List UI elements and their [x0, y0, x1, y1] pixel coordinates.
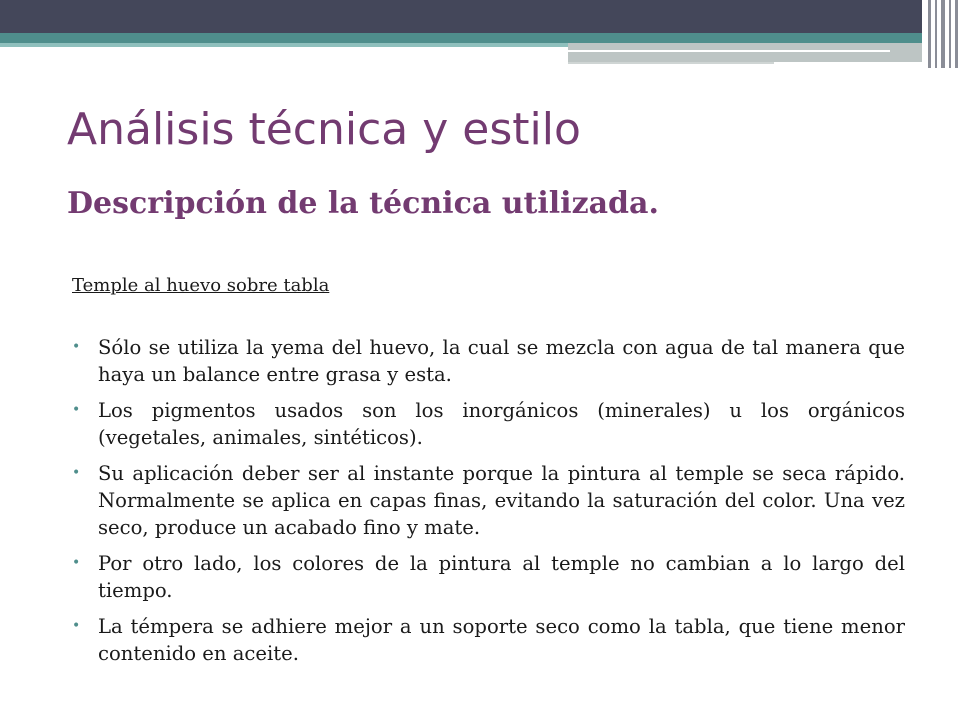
bullet-list: [72, 334, 905, 676]
header-rule-gray-thin: [568, 62, 774, 64]
bullet-icon: •: [72, 465, 81, 481]
bullet-text: La témpera se adhiere mejor a un soporte seco como la tabla, que tiene menor contenido en aceite.: [98, 615, 905, 665]
header-accent-bar: [0, 33, 922, 43]
bullet-icon: •: [72, 555, 81, 571]
bullet-icon: •: [72, 339, 81, 355]
list-item: [72, 613, 905, 667]
section-heading: Temple al huevo sobre tabla: [72, 275, 330, 296]
bullet-text: Los pigmentos usados son los inorgánicos (minerales) u los orgánicos (vegetales, animales, sintéticos).: [98, 399, 905, 449]
list-item: [72, 397, 905, 451]
list-item: [72, 550, 905, 604]
slide-title: Análisis técnica y estilo: [67, 104, 581, 155]
corner-stripes-decoration: [922, 0, 960, 68]
list-item: [72, 334, 905, 388]
header-accent-line: [0, 43, 568, 47]
bullet-icon: •: [72, 618, 81, 634]
header-rule-gray: [568, 43, 922, 62]
header-bar: [0, 0, 960, 33]
slide-subtitle: Descripción de la técnica utilizada.: [67, 186, 659, 221]
list-item: [72, 460, 905, 541]
bullet-text: Su aplicación deber ser al instante porque la pintura al temple se seca rápido. Normalmente se aplica en capas finas, evitando la saturación del color. Una vez seco, produce un acabado fino y mate.: [98, 462, 905, 539]
bullet-icon: •: [72, 402, 81, 418]
bullet-text: Sólo se utiliza la yema del huevo, la cual se mezcla con agua de tal manera que haya un balance entre grasa y esta.: [98, 336, 905, 386]
header-rule-white: [568, 50, 890, 52]
bullet-text: Por otro lado, los colores de la pintura al temple no cambian a lo largo del tiempo.: [98, 552, 905, 602]
